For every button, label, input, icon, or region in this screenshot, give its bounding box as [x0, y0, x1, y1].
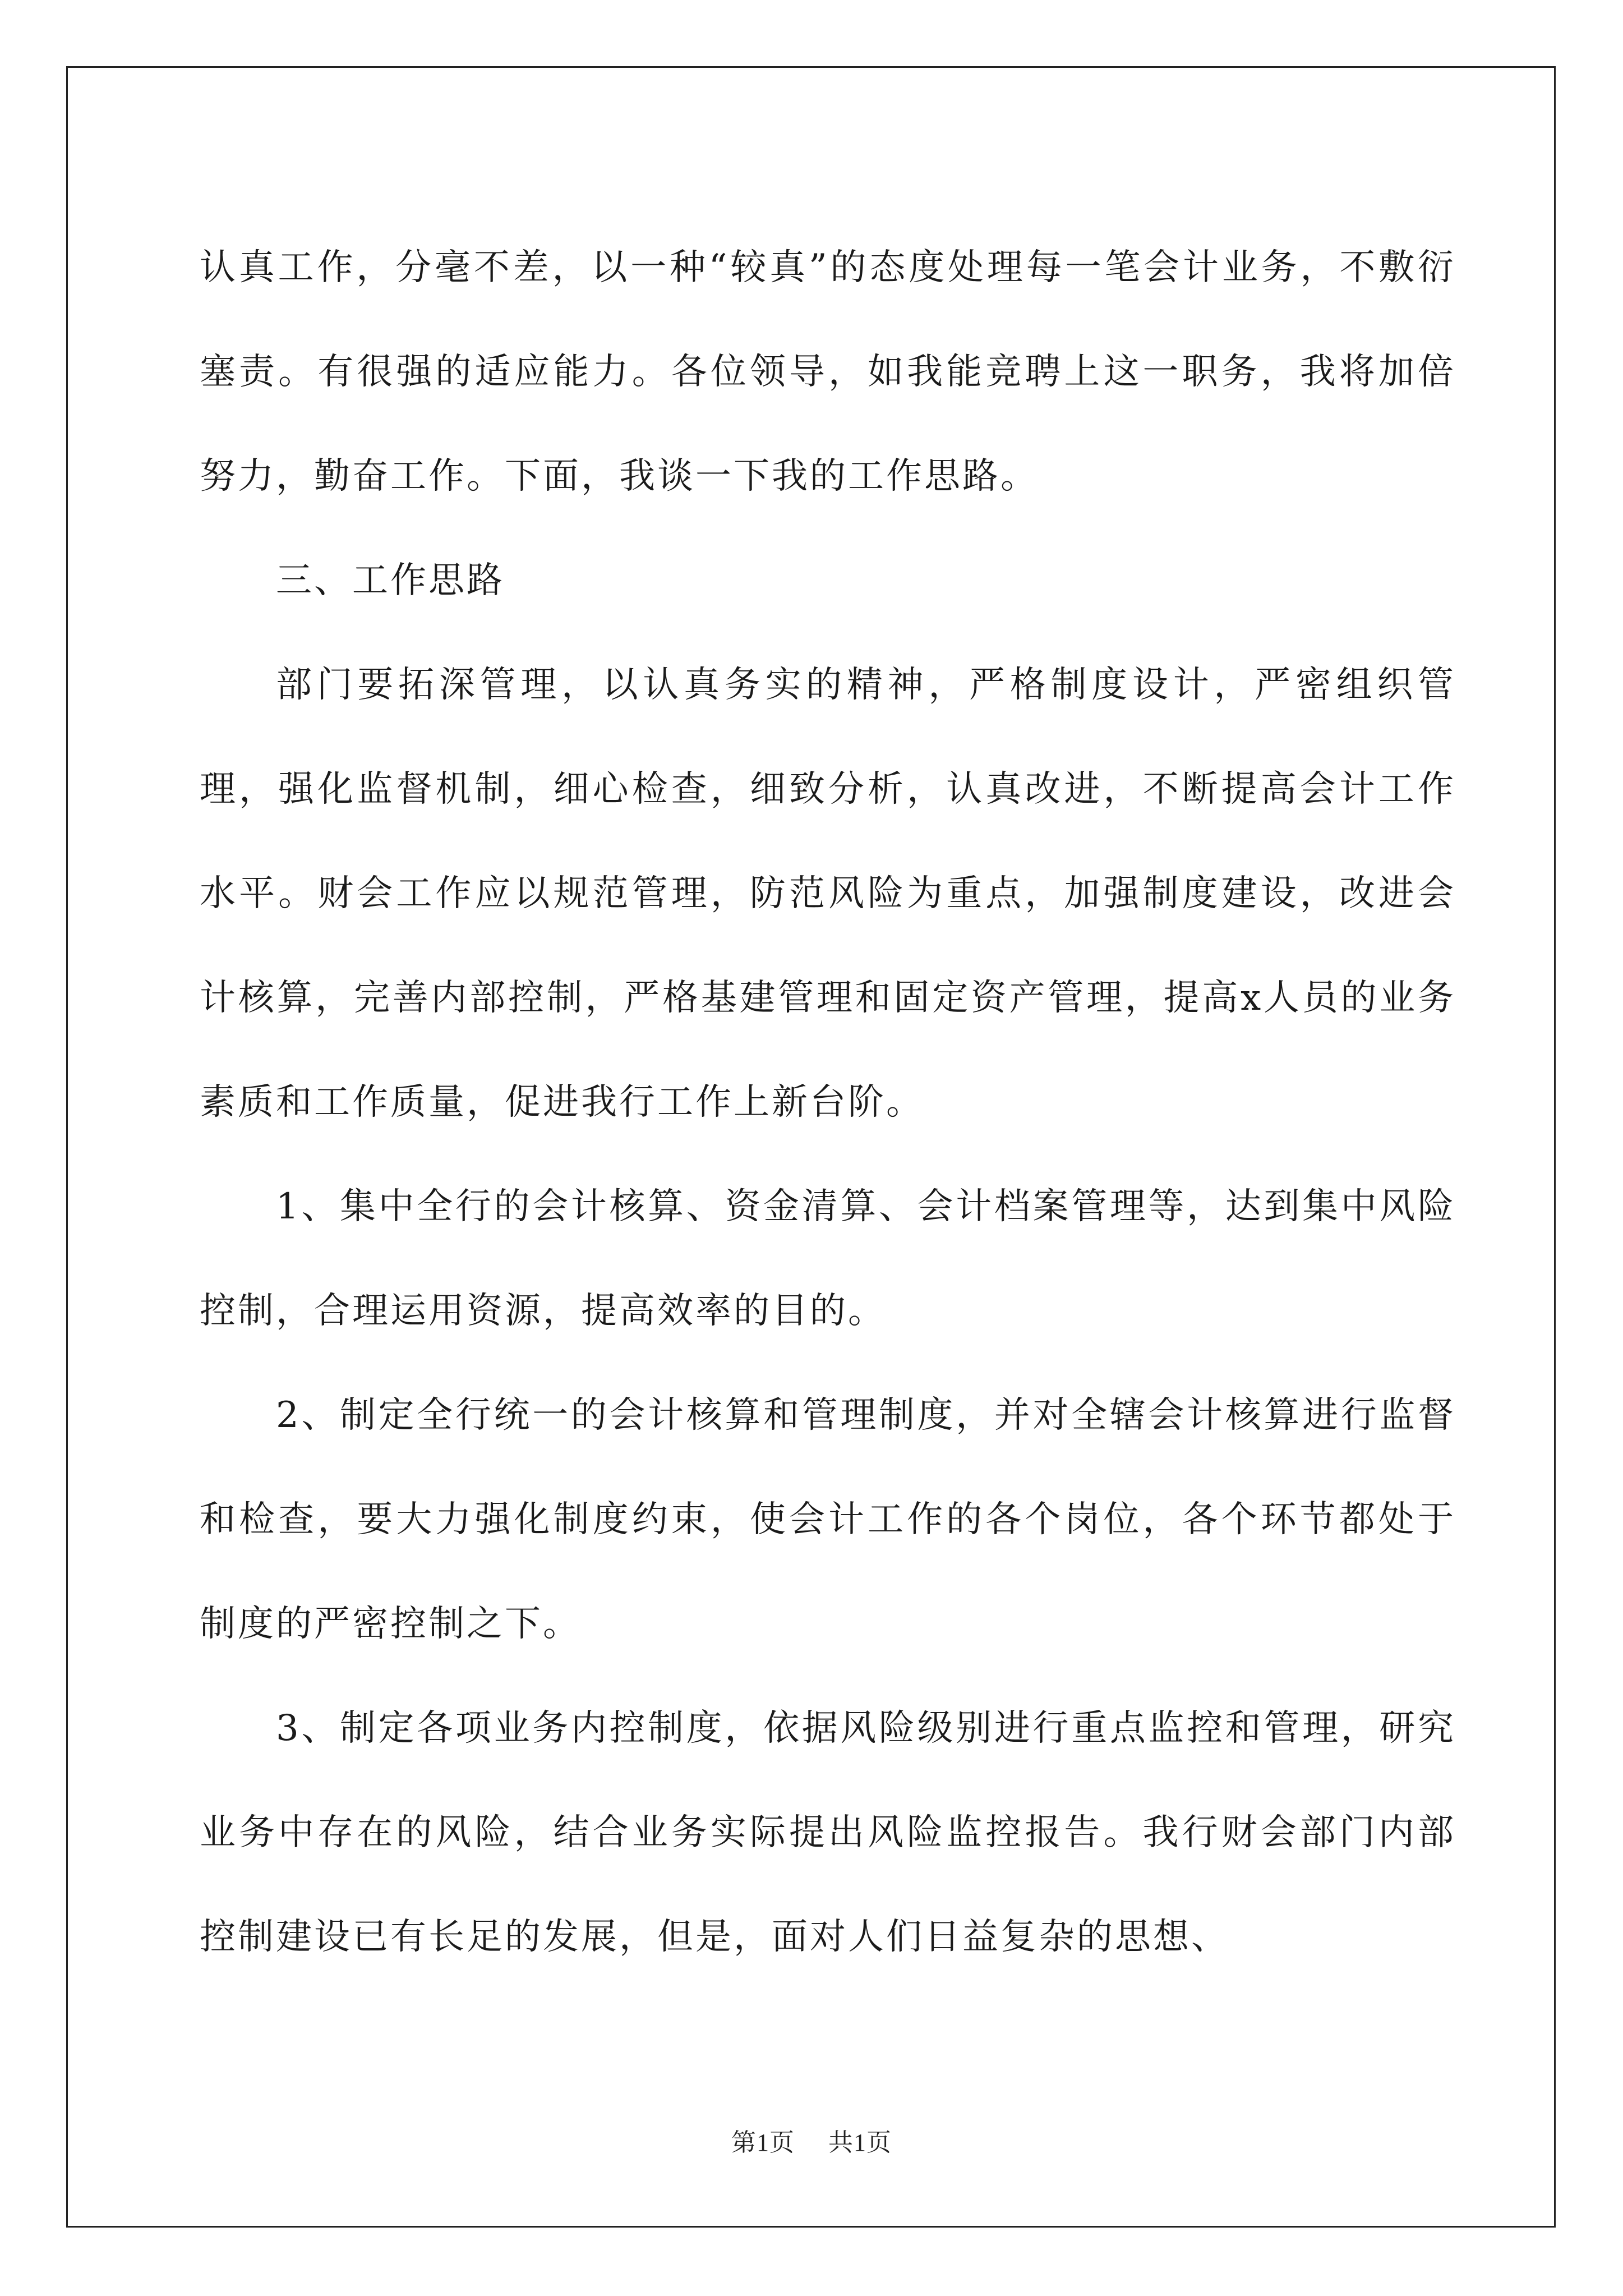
page-total: 共1页: [828, 2129, 892, 2156]
paragraph-2: 部门要拓深管理，以认真务实的精神，严格制度设计，严密组织管理，强化监督机制，细心检查，细致分析，认真改进，不断提高会计工作水平。财会工作应以规范管理，防范风险为重点，加强制度建设，改进会计核算，完善内部控制，严格基建管理和固定资产管理，提高x人员的业务素质和工作质量，促进我行工作上新台阶。: [200, 664, 1456, 1123]
section-heading-work-ideas: 三、工作思路: [276, 560, 505, 601]
page-number: 第1页: [731, 2129, 795, 2156]
page-footer: [0, 2126, 1623, 2160]
list-item-2: 2、制定全行统一的会计核算和管理制度，并对全辖会计核算进行监督和检查，要大力强化制度约束，使会计工作的各个岗位，各个环节都处于制度的严密控制之下。: [200, 1395, 1456, 1645]
list-item-3: 3、制定各项业务内控制度，依据风险级别进行重点监控和管理，研究业务中存在的风险，结合业务实际提出风险监控报告。我行财会部门内部控制建设已有长足的发展，但是，面对人们日益复杂的思想、: [200, 1708, 1456, 1958]
paragraph-1: 认真工作，分毫不差，以一种“较真”的态度处理每一笔会计业务，不敷衍塞责。有很强的适应能力。各位领导，如我能竞聘上这一职务，我将加倍努力，勤奋工作。下面，我谈一下我的工作思路。: [200, 247, 1456, 497]
document-body: [200, 215, 1456, 1989]
list-item-1: 1、集中全行的会计核算、资金清算、会计档案管理等，达到集中风险控制，合理运用资源，提高效率的目的。: [200, 1186, 1456, 1332]
